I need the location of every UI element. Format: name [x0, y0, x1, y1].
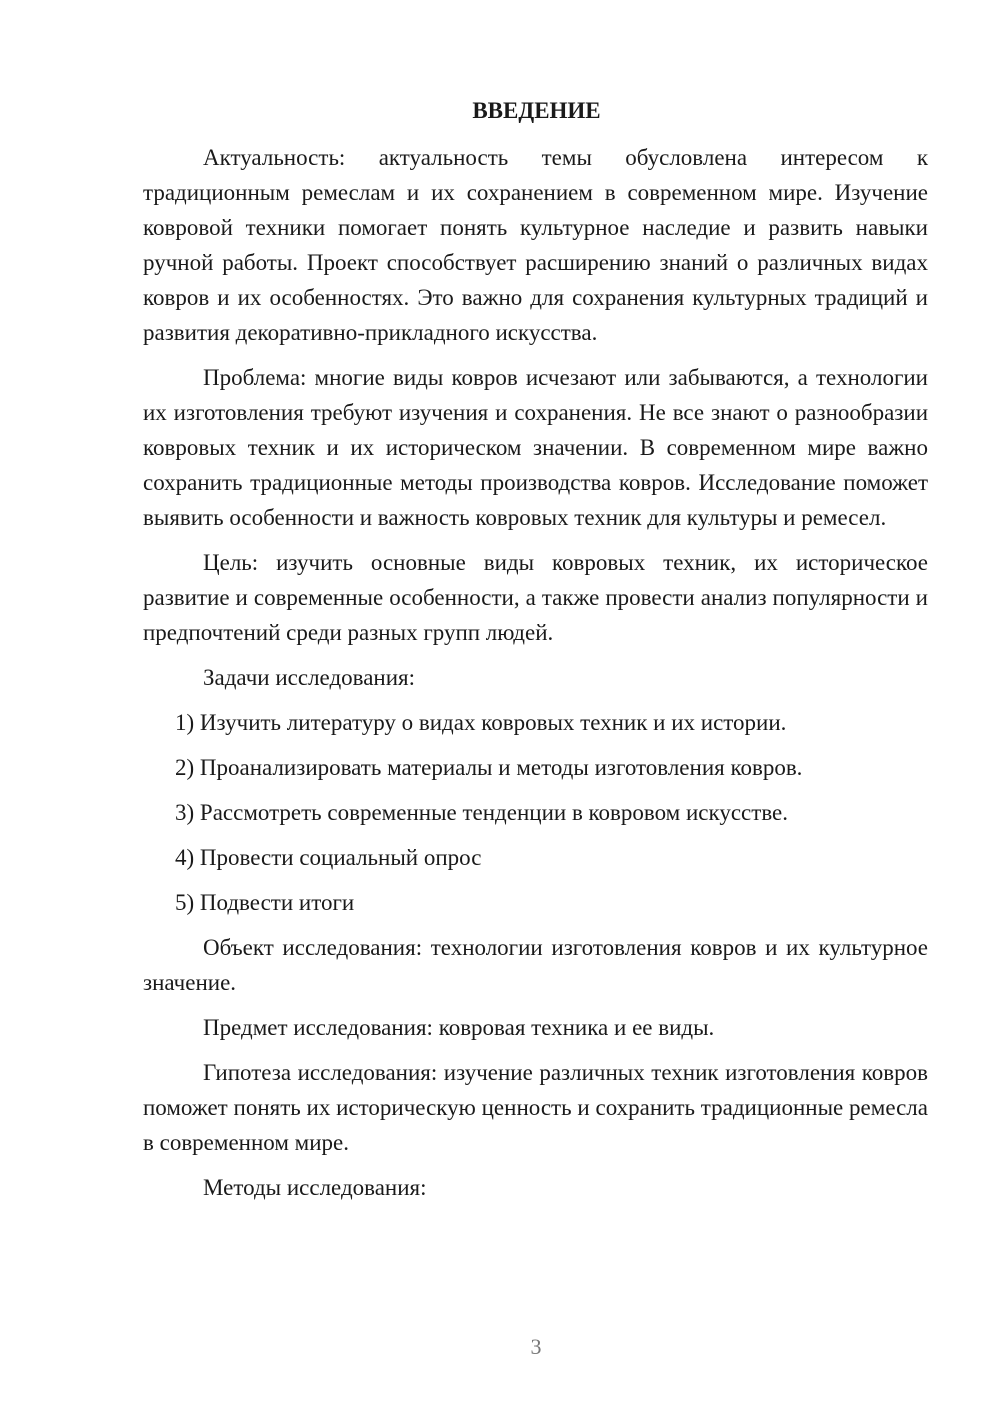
section-title: ВВЕДЕНИЕ — [472, 98, 601, 123]
task-item: 4) Провести социальный опрос — [175, 845, 482, 870]
tasks-heading: Задачи исследования: — [203, 665, 416, 690]
relevance-paragraph: Актуальность: актуальность темы обусловлена интересом к традиционным ремеслам и их сохранением в современном мире. Изучение ковровой техники помогает понять культурное наследие и развить навыки ручной работы. Проект способствует расширению знаний о различных видах ковров и их особенностях. Это важно для сохранения культурных традиций и развития декоративно-прикладного искусства. — [143, 145, 928, 345]
object-paragraph: Объект исследования: технологии изготовления ковров и их культурное значение. — [143, 935, 928, 995]
page-number: 3 — [530, 1334, 542, 1359]
task-item: 5) Подвести итоги — [175, 890, 355, 915]
goal-paragraph: Цель: изучить основные виды ковровых техник, их историческое развитие и современные особенности, а также провести анализ популярности и предпочтений среди разных групп людей. — [143, 550, 928, 645]
problem-paragraph: Проблема: многие виды ковров исчезают или забываются, а технологии их изготовления требуют изучения и сохранения. Не все знают о разнообразии ковровых техник и их историческом значении. В современном мире важно сохранить традиционные методы производства ковров. Исследование поможет выявить особенности и важность ковровых техник для культуры и ремесел. — [143, 365, 928, 530]
page-body — [143, 96, 928, 1215]
tasks-list — [143, 705, 928, 920]
subject-paragraph: Предмет исследования: ковровая техника и ее виды. — [203, 1015, 715, 1040]
task-item: 1) Изучить литературу о видах ковровых техник и их истории. — [175, 710, 787, 735]
methods-paragraph: Методы исследования: — [203, 1175, 427, 1200]
task-item: 3) Рассмотреть современные тенденции в ковровом искусстве. — [175, 800, 789, 825]
hypothesis-paragraph: Гипотеза исследования: изучение различных техник изготовления ковров поможет понять их историческую ценность и сохранить традиционные ремесла в современном мире. — [143, 1060, 928, 1155]
task-item: 2) Проанализировать материалы и методы изготовления ковров. — [175, 755, 803, 780]
